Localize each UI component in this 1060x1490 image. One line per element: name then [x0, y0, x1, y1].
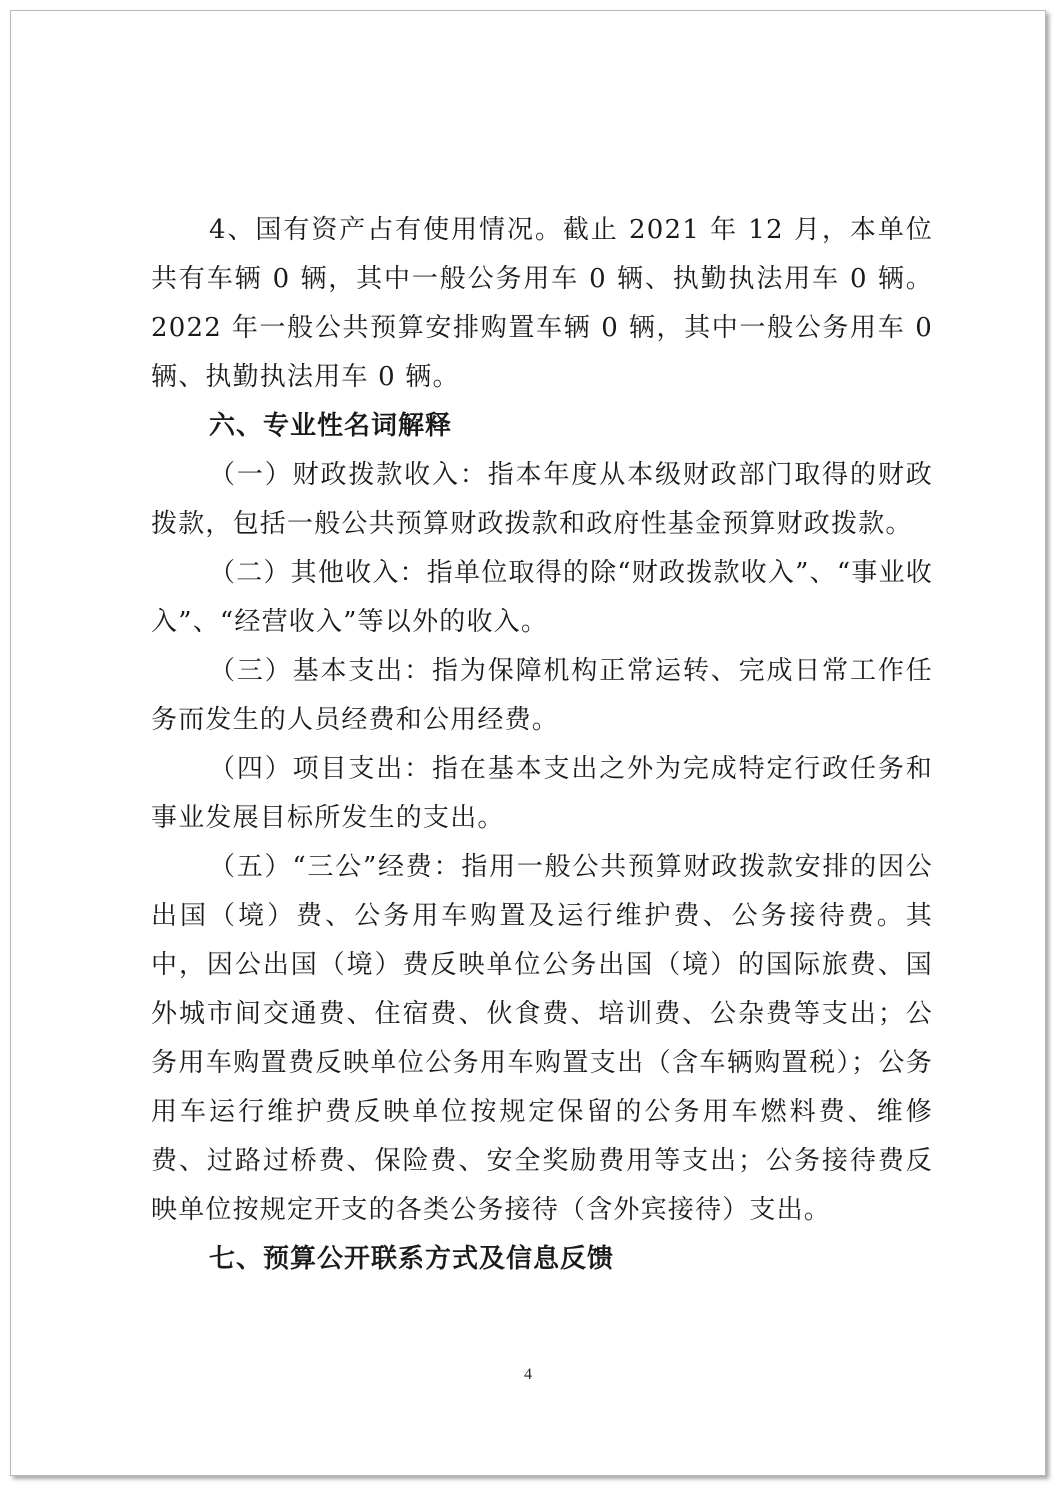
paragraph-state-assets: 4、国有资产占有使用情况。截止 2021 年 12 月，本单位共有车辆 0 辆，其中一般公务用车 0 辆、执勤执法用车 0 辆。2022 年一般公共预算安排购置车辆 0 辆，其中一般公务用车 0 辆、执勤执法用车 0 辆。 [151, 215, 933, 392]
paragraph-three-public-expenses: （五）“三公”经费：指用一般公共预算财政拨款安排的因公出国（境）费、公务用车购置及运行维护费、公务接待费。其中，因公出国（境）费反映单位公务出国（境）的国际旅费、国外城市间交通费、住宿费、伙食费、培训费、公杂费等支出；公务用车购置费反映单位公务用车购置支出（含车辆购置税）；公务用车运行维护费反映单位按规定保留的公务用车燃料费、维修费、过路过桥费、保险费、安全奖励费用等支出；公务接待费反映单位按规定开支的各类公务接待（含外宾接待）支出。 [151, 852, 933, 1225]
paragraph-other-income: （二）其他收入：指单位取得的除“财政拨款收入”、“事业收入”、“经营收入”等以外的收入。 [151, 558, 933, 637]
section-heading-terms: 六、专业性名词解释 [209, 411, 453, 441]
section-heading-contact: 七、预算公开联系方式及信息反馈 [209, 1244, 615, 1274]
document-page [10, 10, 1046, 1476]
document-body [151, 206, 933, 1284]
paragraph-basic-expenditure: （三）基本支出：指为保障机构正常运转、完成日常工作任务而发生的人员经费和公用经费。 [151, 656, 933, 735]
paragraph-fiscal-appropriation: （一）财政拨款收入：指本年度从本级财政部门取得的财政拨款，包括一般公共预算财政拨款和政府性基金预算财政拨款。 [151, 460, 933, 539]
page-number: 4 [524, 1366, 532, 1383]
paragraph-project-expenditure: （四）项目支出：指在基本支出之外为完成特定行政任务和事业发展目标所发生的支出。 [151, 754, 933, 833]
